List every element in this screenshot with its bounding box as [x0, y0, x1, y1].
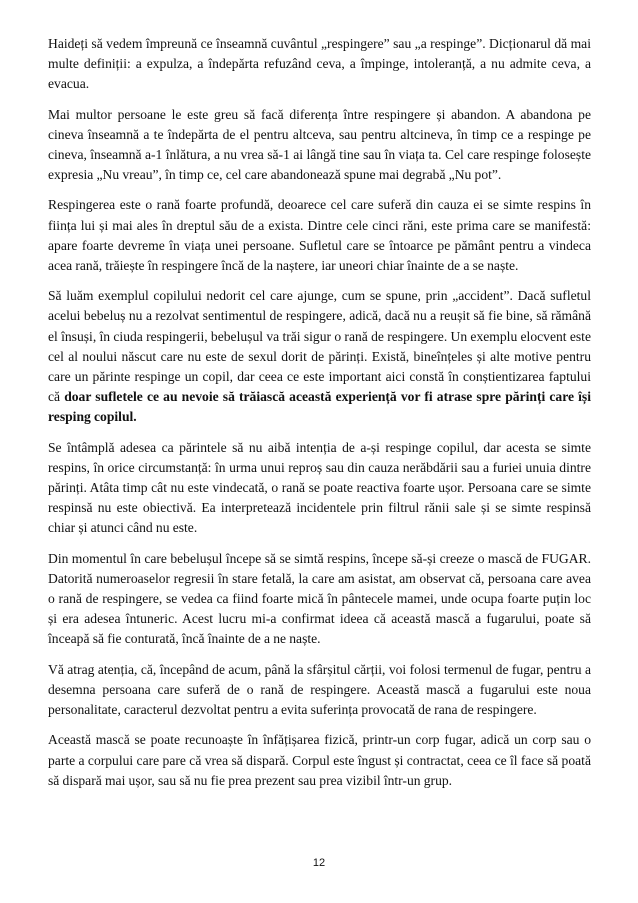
paragraph-1: Haideți să vedem împreună ce înseamnă cuvântul „respingere” sau „a respinge”. Dicționarul dă mai multe definiții: a expulza, a îndepărta refuzând ceva, a împinge, intoleranță, a nu admite ceva, a evacua. — [48, 36, 591, 92]
page-number: 12 — [312, 857, 326, 869]
paragraph-5: Se întâmplă adesea ca părintele să nu aibă intenția de a-și respinge copilul, dar acesta se simte respins, în orice circumstanță: în urma unui reproș sau din cauza nerăbdării sau a furiei unuia dintre părinți. Atâta timp cât nu este vindecată, o rană se poate reactiva foarte ușor. Persoana care se simte respinsă nu este obiectivă. Ea interpretează incidentele prin filtrul rănii sale și se simte respinsă chiar și atunci când nu este. — [48, 439, 591, 536]
paragraph-7: Vă atrag atenția, că, începând de acum, până la sfârșitul cărții, voi folosi termenul de fugar, pentru a desemna persoana care suferă de o rană de respingere. Această mască a fugarului este noua personalitate, caracterul dezvoltat pentru a evita suferința provocată de rana de respingere. — [48, 661, 591, 718]
paragraph-6: Din momentul în care bebelușul începe să se simtă respins, începe să-și creeze o mască de FUGAR. Datorită numeroaselor regresii în stare fetală, la care am asistat, am observat că, persoana care avea o rană de respingere, se vedea ca fiind foarte mică în pântecele mamei, unde ocupa foarte puțin loc și era adesea întuneric. Acest lucru mi-a confirmat ideea că această mască a fugarului, poate să înceapă să fie conturată, încă înainte de a ne naște. — [48, 550, 591, 647]
paragraph-4-bold-text: doar sufletele ce au nevoie să trăiască această experiență vor fi atrase spre părinți care își resping copilul. — [48, 389, 592, 425]
paragraph-3: Respingerea este o rană foarte profundă, deoarece cel care suferă din cauza ei se simte respins în ființa lui și mai ales în dreptul său de a exista. Dintre cele cinci răni, este prima care se manifestă: apare foarte devreme în viața unei persoane. Sufletul care se întoarce pe pământ pentru a vindeca acea rană, trăiește în respingere încă de la naștere, iar uneori chiar înainte de a se naște. — [48, 197, 591, 274]
paragraph-4-text: Să luăm exemplul copilului nedorit cel care ajunge, cum se spune, prin „accident”. Dacă sufletul acelui bebeluș nu a rezolvat sentimentul de respingere, adică, dacă nu a reușit să fie bine, să rămână el însuși, în ciuda respingerii, bebelușul va trăi sigur o rană de respingere. Un exemplu elocvent este cel al noului născut care nu este de sexul dorit de părinți. Există, bineînțeles și alte motive pentru care un părinte respinge un copil, dar ceea ce este important aici constă în conștientizarea faptului că — [48, 288, 591, 405]
paragraph-4 — [48, 286, 591, 427]
paragraph-8: Această mască se poate recunoaște în înfățișarea fizică, printr-un corp fugar, adică un corp sau o parte a corpului care pare că vrea să dispară. Corpul este îngust și contractat, ceea ce îl face să poată să dispară mai ușor, sau să nu fie prea prezent sau prea vizibil într-un grup. — [48, 732, 591, 788]
paragraph-2: Mai multor persoane le este greu să facă diferența între respingere și abandon. A abandona pe cineva înseamnă a te îndepărta de el pentru altceva, sau pentru altcineva, în timp ce a respinge pe cineva, înseamnă a-1 înlătura, a nu vrea să-1 ai lângă tine sau în viața ta. Cel care respinge folosește expresia „Nu vreau”, în timp ce, cel care abandonează spune mai degrabă „Nu pot”. — [48, 106, 591, 183]
